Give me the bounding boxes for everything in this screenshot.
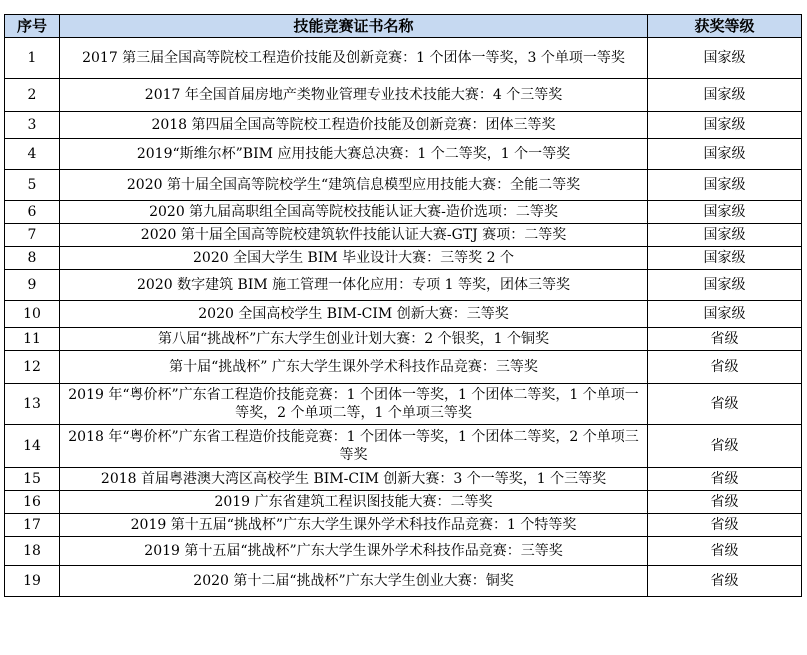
row-level: 国家级 (648, 201, 802, 224)
row-name: 2020 第十届全国高等院校建筑软件技能认证大赛-GTJ 赛项：二等奖 (60, 224, 648, 247)
table-row (5, 38, 802, 79)
row-name: 2020 数字建筑 BIM 施工管理一体化应用：专项 1 等奖，团体三等奖 (60, 270, 648, 301)
row-level: 国家级 (648, 301, 802, 328)
row-level: 省级 (648, 491, 802, 514)
row-index: 4 (5, 139, 60, 170)
row-index: 5 (5, 170, 60, 201)
row-name: 2018 第四届全国高等院校工程造价技能及创新竞赛：团体三等奖 (60, 112, 648, 139)
row-name: 第八届“挑战杯”广东大学生创业计划大赛：2 个银奖，1 个铜奖 (60, 328, 648, 351)
header-row (5, 15, 802, 38)
row-name: 2017 第三届全国高等院校工程造价技能及创新竞赛：1 个团体一等奖，3 个单项一等奖 (60, 38, 648, 79)
row-level: 省级 (648, 425, 802, 468)
table-row (5, 224, 802, 247)
row-index: 19 (5, 566, 60, 597)
row-name: 2020 第十届全国高等院校学生“建筑信息模型应用技能大赛：全能二等奖 (60, 170, 648, 201)
row-level: 省级 (648, 328, 802, 351)
table-row (5, 301, 802, 328)
header-level: 获奖等级 (648, 15, 802, 38)
row-index: 2 (5, 79, 60, 112)
header-index: 序号 (5, 15, 60, 38)
row-level: 国家级 (648, 247, 802, 270)
row-index: 3 (5, 112, 60, 139)
row-name: 2019 第十五届“挑战杯”广东大学生课外学术科技作品竞赛：三等奖 (60, 537, 648, 566)
row-name: 2018 年“粤价杯”广东省工程造价技能竞赛：1 个团体一等奖，1 个团体二等奖，2 个单项三等奖 (60, 425, 648, 468)
row-name: 2020 第十二届“挑战杯”广东大学生创业大赛：铜奖 (60, 566, 648, 597)
awards-table (4, 14, 802, 597)
row-level: 省级 (648, 468, 802, 491)
table-row (5, 139, 802, 170)
table-row (5, 514, 802, 537)
table-row (5, 468, 802, 491)
table-row (5, 566, 802, 597)
row-index: 8 (5, 247, 60, 270)
row-level: 国家级 (648, 270, 802, 301)
row-name: 2020 第九届高职组全国高等院校技能认证大赛-造价选项：二等奖 (60, 201, 648, 224)
row-level: 省级 (648, 537, 802, 566)
row-level: 省级 (648, 514, 802, 537)
row-name: 第十届“挑战杯” 广东大学生课外学术科技作品竞赛：三等奖 (60, 351, 648, 384)
row-index: 1 (5, 38, 60, 79)
row-name: 2018 首届粤港澳大湾区高校学生 BIM-CIM 创新大赛：3 个一等奖，1 个三等奖 (60, 468, 648, 491)
row-level: 国家级 (648, 170, 802, 201)
row-index: 7 (5, 224, 60, 247)
table-row (5, 537, 802, 566)
table-row (5, 79, 802, 112)
row-index: 6 (5, 201, 60, 224)
table-row (5, 170, 802, 201)
table-row (5, 351, 802, 384)
row-level: 省级 (648, 384, 802, 425)
row-level: 省级 (648, 566, 802, 597)
table-row (5, 201, 802, 224)
row-index: 14 (5, 425, 60, 468)
row-index: 16 (5, 491, 60, 514)
table-row (5, 270, 802, 301)
header-name: 技能竞赛证书名称 (60, 15, 648, 38)
row-name: 2020 全国大学生 BIM 毕业设计大赛：三等奖 2 个 (60, 247, 648, 270)
table-row (5, 491, 802, 514)
row-index: 15 (5, 468, 60, 491)
row-index: 12 (5, 351, 60, 384)
row-name: 2019 第十五届“挑战杯”广东大学生课外学术科技作品竞赛：1 个特等奖 (60, 514, 648, 537)
row-index: 18 (5, 537, 60, 566)
row-index: 10 (5, 301, 60, 328)
row-index: 13 (5, 384, 60, 425)
table-row (5, 425, 802, 468)
row-level: 省级 (648, 351, 802, 384)
row-name: 2019 年“粤价杯”广东省工程造价技能竞赛：1 个团体一等奖，1 个团体二等奖，1 个单项一等奖，2 个单项二等，1 个单项三等奖 (60, 384, 648, 425)
row-index: 11 (5, 328, 60, 351)
row-index: 9 (5, 270, 60, 301)
table-row (5, 384, 802, 425)
table-row (5, 247, 802, 270)
row-name: 2017 年全国首届房地产类物业管理专业技术技能大赛：4 个三等奖 (60, 79, 648, 112)
row-level: 国家级 (648, 224, 802, 247)
row-index: 17 (5, 514, 60, 537)
table-row (5, 328, 802, 351)
table-body (5, 38, 802, 597)
row-level: 国家级 (648, 79, 802, 112)
row-level: 国家级 (648, 139, 802, 170)
row-name: 2019 广东省建筑工程识图技能大赛：二等奖 (60, 491, 648, 514)
row-name: 2020 全国高校学生 BIM-CIM 创新大赛：三等奖 (60, 301, 648, 328)
row-name: 2019“斯维尔杯”BIM 应用技能大赛总决赛：1 个二等奖，1 个一等奖 (60, 139, 648, 170)
table-row (5, 112, 802, 139)
row-level: 国家级 (648, 38, 802, 79)
row-level: 国家级 (648, 112, 802, 139)
